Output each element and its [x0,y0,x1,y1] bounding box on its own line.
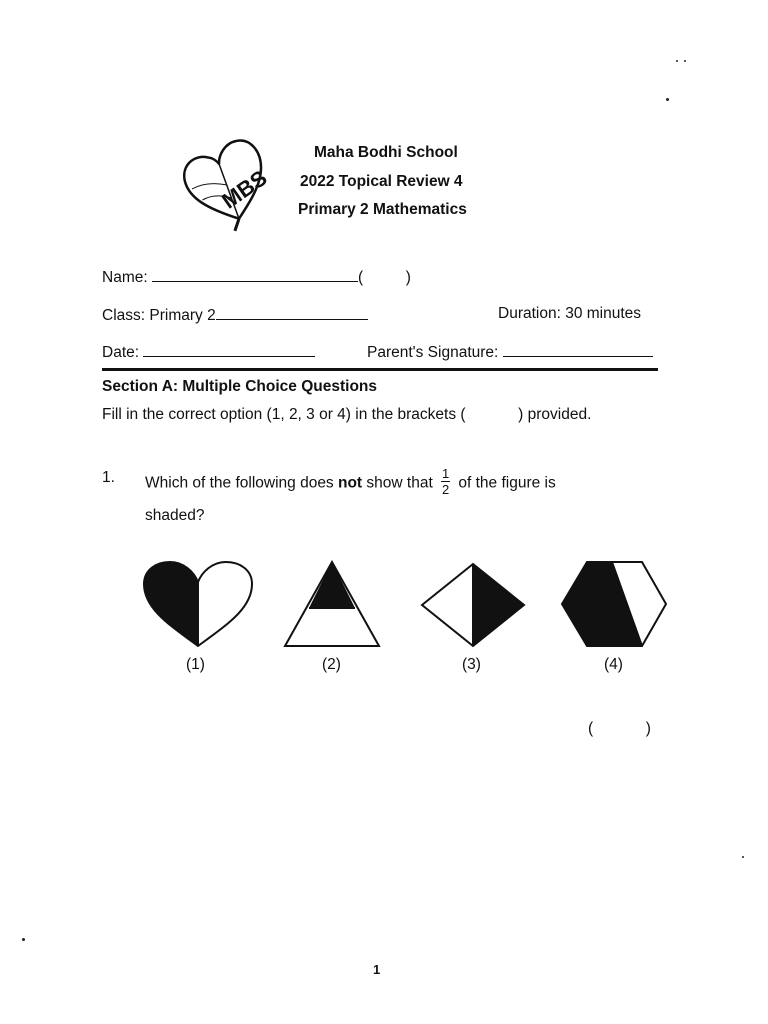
question-text-line2: shaded? [145,507,205,524]
diamond-figure-icon [420,562,526,648]
instruction-part2: ) provided. [518,406,592,423]
answer-bracket-close: ) [645,720,651,737]
name-label: Name: [102,269,148,286]
option-label-2: (2) [322,656,341,673]
name-field[interactable] [152,267,358,282]
duration-text: Duration: 30 minutes [498,305,642,322]
fraction-one-half [441,467,450,496]
date-row [102,342,315,362]
question-text-after: of the figure is [454,474,556,492]
logo-text: MBS [217,165,272,214]
class-field[interactable] [216,305,368,320]
signature-field[interactable] [503,342,653,357]
answer-bracket[interactable] [588,720,651,738]
page-number: 1 [373,962,381,977]
question-text-bold: not [338,474,363,492]
scan-speck [666,98,669,101]
scan-speck [684,60,686,62]
question-text-before: Which of the following does [145,474,338,492]
fraction-numerator: 1 [441,466,450,481]
heart-figure-icon [138,560,258,650]
signature-label: Parent's Signature: [367,344,499,361]
question-text [145,466,556,498]
scan-speck [676,60,678,62]
triangle-figure-icon [282,560,382,650]
section-instruction [102,406,591,424]
name-index-bracket-close: ) [405,269,411,286]
date-field[interactable] [143,342,315,357]
question-text-mid: show that [362,474,438,492]
date-label: Date: [102,344,140,361]
fraction-denominator: 2 [441,482,450,497]
scan-speck [742,856,744,858]
option-label-3: (3) [462,656,481,673]
name-index-bracket-open: ( [357,269,364,286]
instruction-part1: Fill in the correct option (1, 2, 3 or 4) in the brackets ( [102,406,466,423]
question-number: 1. [102,469,115,486]
class-label: Class: Primary 2 [102,307,216,324]
name-row [102,267,411,287]
answer-bracket-open: ( [588,720,594,737]
option-label-1: (1) [186,656,205,673]
hexagon-figure-icon [560,560,668,650]
review-title: 2022 Topical Review 4 [300,173,463,190]
class-row [102,305,368,325]
divider [102,368,658,371]
scan-speck [22,938,25,941]
signature-row [367,342,653,362]
school-logo-icon [180,133,272,233]
subject-title: Primary 2 Mathematics [298,201,467,218]
section-title: Section A: Multiple Choice Questions [102,378,378,395]
school-name: Maha Bodhi School [314,144,458,161]
option-label-4: (4) [604,656,623,673]
